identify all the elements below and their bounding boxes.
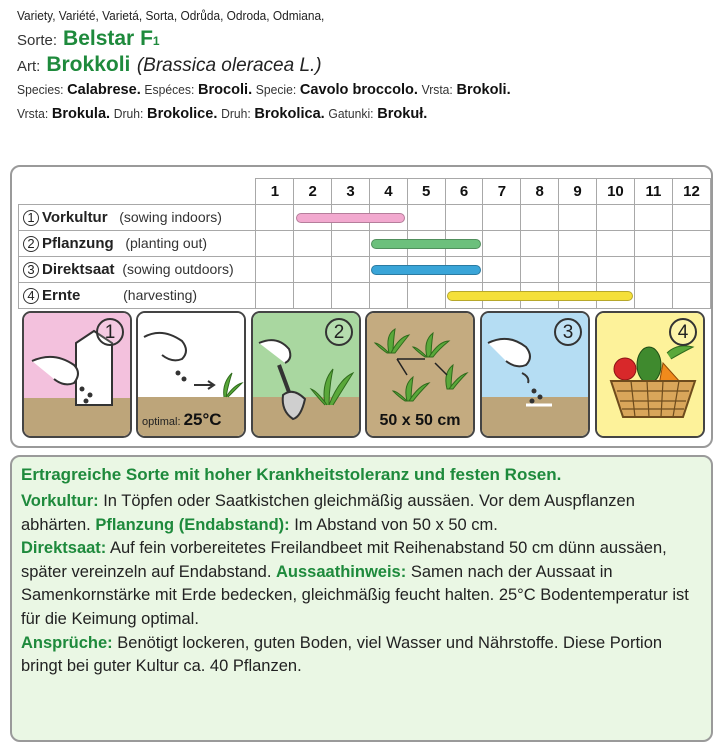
pflanzung-label: Pflanzung (Endabstand): bbox=[95, 515, 290, 534]
direktsaat-label: Direktsaat: bbox=[21, 539, 107, 558]
step-badge: 4 bbox=[669, 318, 697, 346]
translation-item: Vrsta: Brokula. bbox=[17, 105, 111, 122]
sorte-row bbox=[17, 26, 707, 52]
month-label: 8 bbox=[521, 179, 559, 205]
month-label: 2 bbox=[294, 179, 332, 205]
step-badge: 3 bbox=[554, 318, 582, 346]
cultivation-instructions bbox=[10, 455, 713, 742]
month-label: 5 bbox=[407, 179, 445, 205]
calendar-bar-vorkultur bbox=[296, 213, 406, 223]
variety-name: Belstar F1 bbox=[63, 27, 160, 50]
pictogram-strip bbox=[22, 311, 705, 439]
calendar-row-direktsaat: 3 Direktsaat (sowing outdoors) bbox=[19, 257, 711, 283]
vorkultur-label: Vorkultur: bbox=[21, 492, 99, 510]
translation-item: Gatunki: Brokuł. bbox=[328, 105, 428, 122]
month-label: 11 bbox=[634, 179, 672, 205]
pictogram-germination-temperature bbox=[136, 311, 246, 438]
pictogram-harvesting bbox=[595, 311, 705, 438]
month-header-row bbox=[19, 179, 711, 205]
translation-item: Druh: Brokolica. bbox=[221, 105, 325, 122]
month-label: 3 bbox=[332, 179, 370, 205]
month-label: 4 bbox=[369, 179, 407, 205]
pictogram-plant-spacing bbox=[365, 311, 475, 438]
month-label: 12 bbox=[672, 179, 710, 205]
spacing-label: 50 x 50 cm bbox=[379, 412, 461, 429]
aussaathinweis-label: Aussaathinweis: bbox=[276, 562, 407, 581]
instructions-text: Vorkultur: In Töpfen oder Saatkistchen gleichmäßig aussäen. Vor dem Auspflanzen abhärten. Pflanzung (Endabstand): Im Abstand von 50 x 50 cm. Direktsaat: Auf fein vorbereitetes Freilandbeet mit Reihenabstand 50 cm dünn aussäen, später vereinzeln auf Endabstand. Aussaathinweis: Samen nach der Aussaat in Samenkornstärke mit Erde bedecken, gleichmäßig feucht halten. 25°C Bodentemperatur ist für die Keimung optimal. Ansprüche: Benötigt lockeren, guten Boden, viel Wasser und Nährstoffe. Diese Portion bringt bei guter Kultur ca. 40 Pflanzen. bbox=[21, 492, 689, 676]
calendar-row-ernte: 4 Ernte (harvesting) bbox=[19, 283, 711, 309]
art-row bbox=[17, 52, 707, 78]
art-label: Art: bbox=[17, 58, 41, 75]
pictogram-sowing-indoors bbox=[22, 311, 132, 438]
step-badge: 1 bbox=[96, 318, 124, 346]
calendar-bar-direktsaat bbox=[371, 265, 481, 275]
sorte-label: Sorte: bbox=[17, 32, 58, 49]
month-label: 1 bbox=[256, 179, 294, 205]
species-translations-line-1 bbox=[17, 78, 686, 102]
translation-item: Vrsta: Brokoli. bbox=[421, 81, 511, 98]
packet-header bbox=[17, 6, 707, 126]
month-label: 7 bbox=[483, 179, 521, 205]
sowing-calendar bbox=[10, 165, 713, 448]
translation-item: Species: Calabrese. bbox=[17, 81, 141, 98]
month-label: 6 bbox=[445, 179, 483, 205]
pictogram-planting-out bbox=[251, 311, 361, 438]
calendar-row-pflanzung: 2 Pflanzung (planting out) bbox=[19, 231, 711, 257]
species-translations-line-2 bbox=[17, 102, 686, 126]
ansprueche-label: Ansprüche: bbox=[21, 633, 113, 652]
month-label: 10 bbox=[596, 179, 634, 205]
variety-description-title: Ertragreiche Sorte mit hoher Krankheitstoleranz und festen Rosen. bbox=[21, 465, 562, 484]
calendar-row-vorkultur: 1 Vorkultur (sowing indoors) bbox=[19, 205, 711, 231]
calendar-grid bbox=[18, 178, 711, 309]
step-badge: 2 bbox=[325, 318, 353, 346]
translation-item: Specie: Cavolo broccolo. bbox=[255, 81, 418, 98]
species-name: Brokkoli bbox=[46, 53, 131, 76]
translation-item: Druh: Brokolice. bbox=[113, 105, 218, 122]
variety-languages-line: Variety, Variété, Varietá, Sorta, Odrůda, Odroda, Odmiana, bbox=[17, 9, 325, 23]
month-label: 9 bbox=[559, 179, 597, 205]
calendar-bar-pflanzung bbox=[371, 239, 481, 249]
translation-item: Espéces: Brocoli. bbox=[144, 81, 253, 98]
optimal-temperature: optimal: 25°C bbox=[142, 410, 222, 429]
pictogram-sowing-outdoors bbox=[480, 311, 590, 438]
calendar-bar-ernte bbox=[447, 291, 633, 301]
latin-name: (Brassica oleracea L.) bbox=[136, 55, 322, 76]
